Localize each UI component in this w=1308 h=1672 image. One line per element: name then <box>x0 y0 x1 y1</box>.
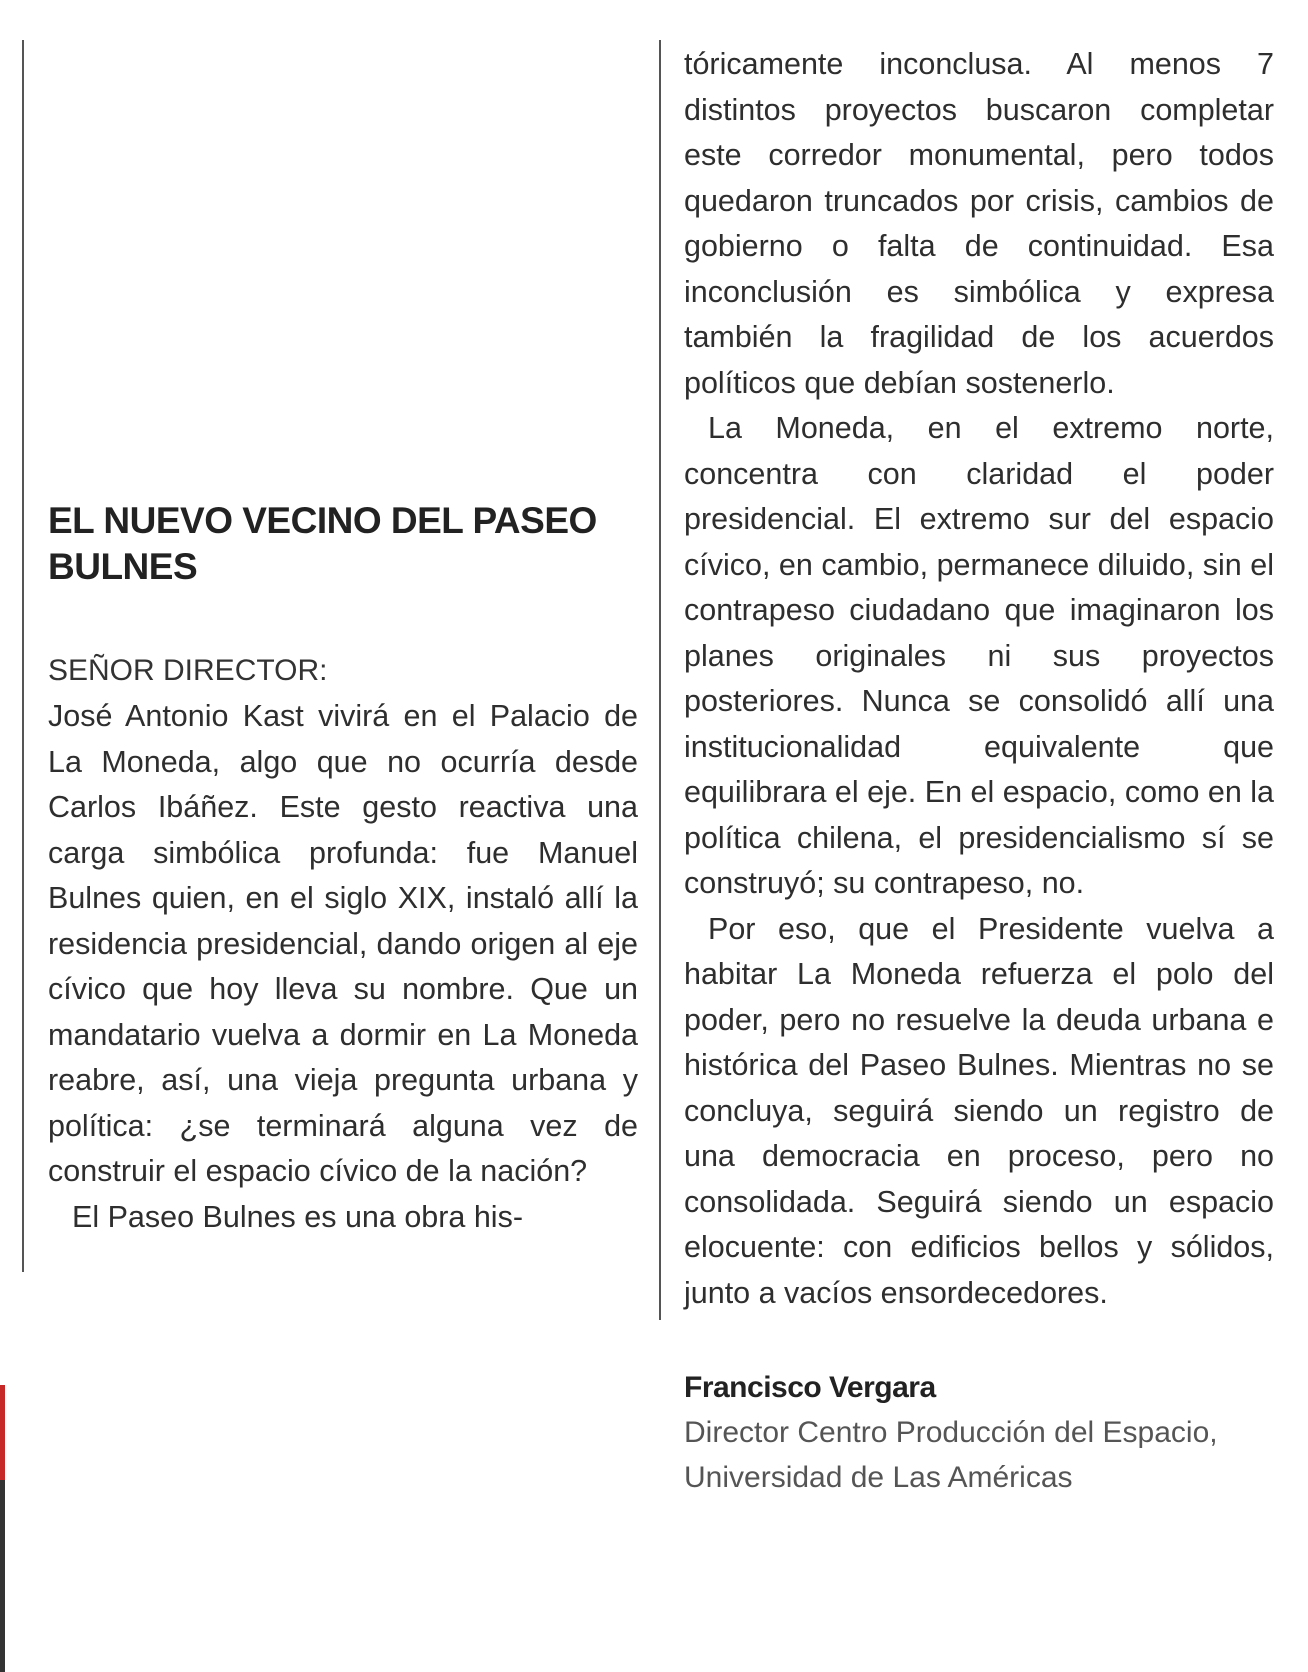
letter-signature <box>684 1366 1274 1500</box>
letter-paragraph-2-continued: tóricamente inconclusa. Al menos 7 distintos proyectos buscaron completar este corredor monumental, pero todos quedaron truncados por crisis, cambios de gobierno o falta de continuidad. Esa inconclusión es simbólica y expresa también la fragilidad de los acuerdos políticos que debían sostenerlo. <box>684 47 1274 400</box>
letter-paragraph-2-start: El Paseo Bulnes es una obra his- <box>72 1199 523 1234</box>
letter-column-right <box>684 42 1274 1500</box>
letter-column-left <box>48 498 638 1240</box>
letter-headline: EL NUEVO VECINO DEL PASEO BULNES <box>48 500 597 587</box>
letter-paragraph-3: La Moneda, en el extremo norte, concentra con claridad el poder presidencial. El extremo sur del espacio cívico, en cambio, permanece diluido, sin el contrapeso ciudadano que imaginaron los planes originales ni sus proyectos posteriores. Nunca se consolidó allí una institucionalidad equivalente que equilibrara el eje. En el espacio, como en la política chilena, el presidencialismo sí se construyó; su contrapeso, no. <box>684 411 1275 900</box>
author-name: Francisco Vergara <box>684 1371 936 1404</box>
author-title: Director Centro Producción del Espacio, Universidad de Las Américas <box>684 1416 1218 1494</box>
column-rule-middle <box>659 40 661 1320</box>
page-edge-mark-dark <box>0 1480 5 1672</box>
letter-salutation: SEÑOR DIRECTOR: <box>48 654 328 687</box>
column-rule-left <box>22 40 24 1272</box>
letter-paragraph-1: José Antonio Kast vivirá en el Palacio de La Moneda, algo que no ocurría desde Carlos Ibáñez. Este gesto reactiva una carga simbólica profunda: fue Manuel Bulnes quien, en el siglo XIX, instaló allí la residencia presidencial, dando origen al eje cívico que hoy lleva su nombre. Que un mandatario vuelva a dormir en La Moneda reabre, así, una vieja pregunta urbana y política: ¿se terminará alguna vez de construir el espacio cívico de la nación? <box>48 699 638 1188</box>
letter-paragraph-4: Por eso, que el Presidente vuelva a habitar La Moneda refuerza el polo del poder, pero no resuelve la deuda urbana e histórica del Paseo Bulnes. Mientras no se concluya, seguirá siendo un registro de una democracia en proceso, pero no consolidada. Seguirá siendo un espacio elocuente: con edificios bellos y sólidos, junto a vacíos ensordecedores. <box>684 911 1274 1310</box>
page-edge-mark <box>0 1385 5 1480</box>
